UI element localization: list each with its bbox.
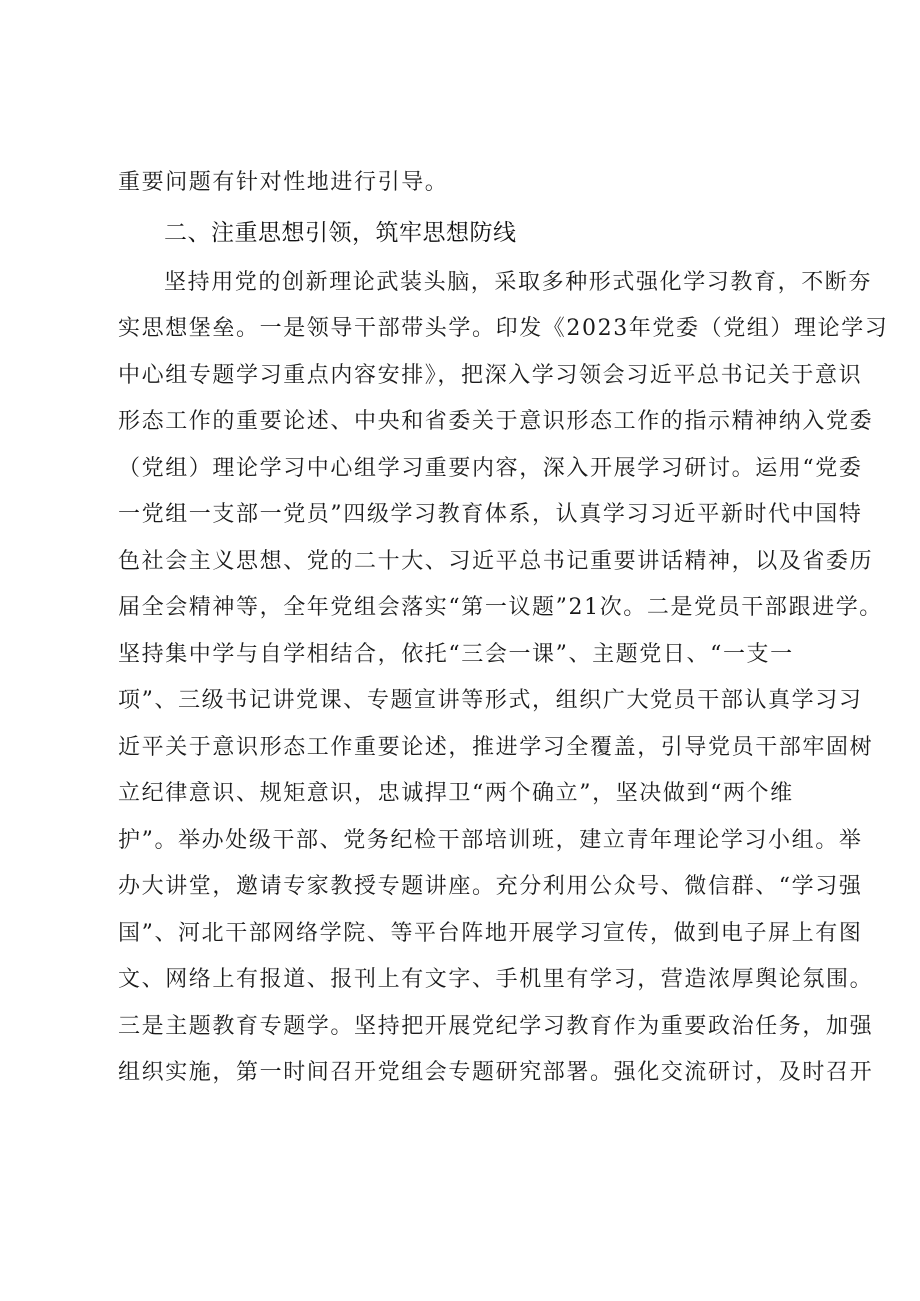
text-line-8: 色社会主义思想、党的二十大、习近平总书记重要讲话精神，以及省委历: [118, 549, 874, 574]
text-line-18: 三是主题教育专题学。坚持把开展党纪学习教育作为重要政治任务，加强: [118, 1014, 874, 1039]
text-line-2: 坚持用党的创新理论武装头脑，采取多种形式强化学习教育，不断夯: [164, 270, 873, 295]
text-line-17: 文、网络上有报道、报刊上有文字、手机里有学习，营造浓厚舆论氛围。: [118, 967, 874, 992]
text-line-6: （党组）理论学习中心组学习重要内容，深入开展学习研讨。运用“党委: [118, 456, 863, 481]
text-line-3: 实思想堡垒。一是领导干部带头学。印发《2023年党委（党组）理论学习: [118, 316, 889, 341]
text-line-16: 国”、河北干部网络学院、等平台阵地开展学习宣传，做到电子屏上有图: [118, 921, 863, 946]
text-line-4: 中心组专题学习重点内容安排》，把深入学习领会习近平总书记关于意识: [118, 363, 863, 388]
text-line-10: 坚持集中学与自学相结合，依托“三会一课”、主题党日、“一支一: [118, 642, 794, 667]
text-line-12: 近平关于意识形态工作重要论述，推进学习全覆盖，引导党员干部牢固树: [118, 735, 874, 760]
text-line-11: 项”、三级书记讲党课、专题宣讲等形式，组织广大党员干部认真学习习: [118, 688, 863, 713]
text-line-13: 立纪律意识、规矩意识，忠诚捍卫“两个确立”，坚决做到“两个维: [118, 781, 794, 806]
text-line-15: 办大讲堂，邀请专家教授专题讲座。充分利用公众号、微信群、“学习强: [118, 874, 863, 899]
text-line-9: 届全会精神等，全年党组会落实“第一议题”21次。二是党员干部跟进学。: [118, 595, 883, 620]
text-line-14: 护”。举办处级干部、党务纪检干部培训班，建立青年理论学习小组。举: [118, 828, 863, 853]
text-line-7: 一党组一支部一党员”四级学习教育体系，认真学习习近平新时代中国特: [118, 502, 863, 527]
text-line-1: 重要问题有针对性地进行引导。: [118, 170, 449, 195]
text-line-5: 形态工作的重要论述、中央和省委关于意识形态工作的指示精神纳入党委: [118, 409, 874, 434]
text-line-19: 组织实施，第一时间召开党组会专题研究部署。强化交流研讨，及时召开: [118, 1060, 874, 1085]
section-heading: 二、注重思想引领，筑牢思想防线: [164, 220, 517, 246]
